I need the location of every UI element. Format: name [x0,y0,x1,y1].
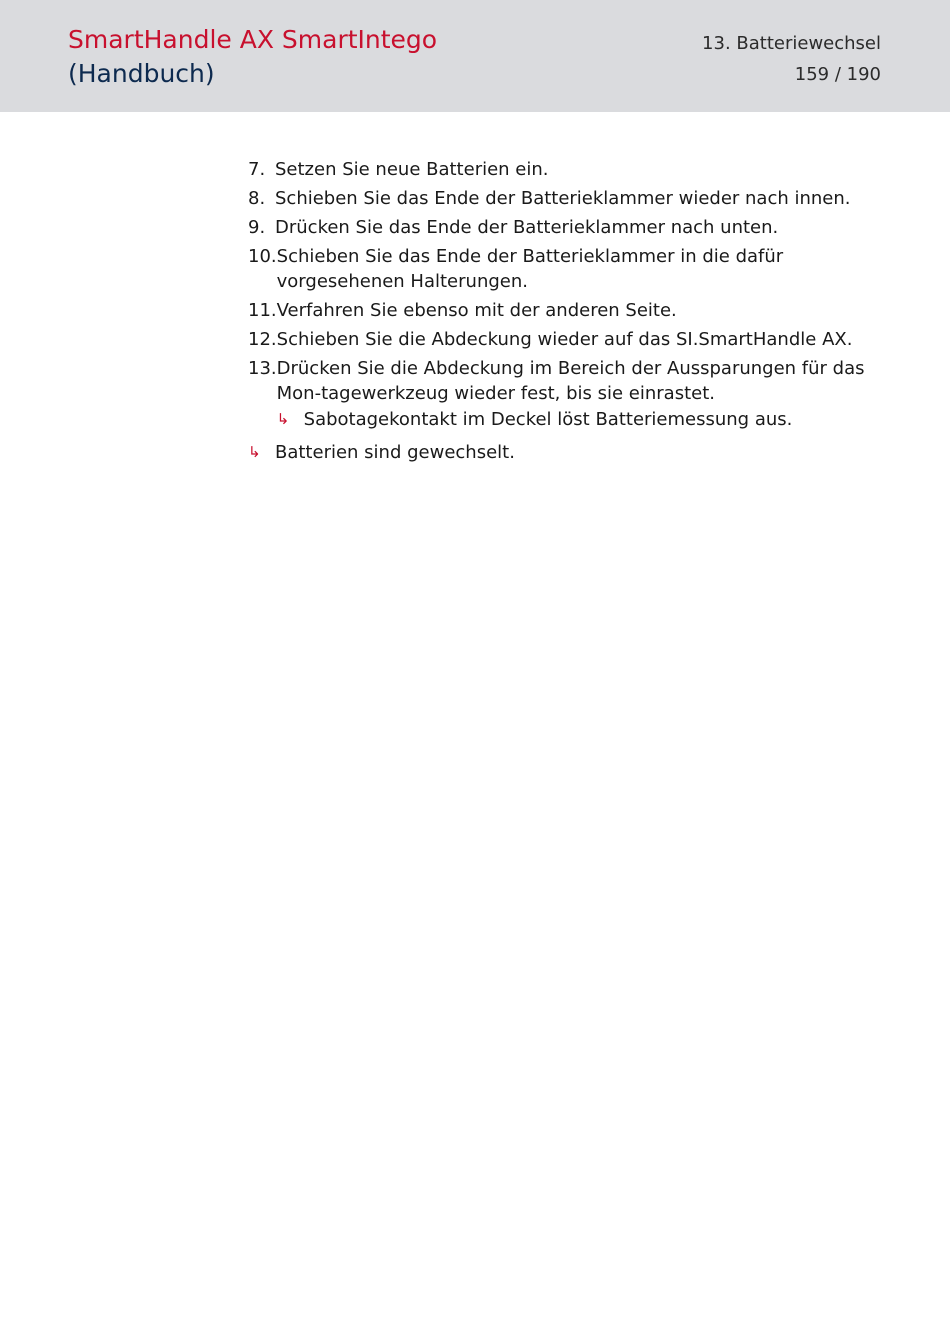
step-result-text: Sabotagekontakt im Deckel löst Batteriemessung aus. [303,409,793,430]
step-result [277,407,888,432]
step-7 [248,157,888,182]
step-9 [248,215,888,240]
step-number: 11. [248,300,277,321]
page-header [0,0,950,112]
step-number: 10. [248,246,277,267]
step-text: Drücken Sie die Abdeckung im Bereich der Aussparungen für das Mon-tagewerkzeug wieder fest, bis sie einrastet. [276,358,865,404]
chapter-info [702,28,881,90]
title-line-2: (Handbuch) [68,59,215,88]
document-title [68,23,437,91]
step-13 [248,356,888,436]
step-10 [248,244,888,294]
step-text: Verfahren Sie ebenso mit der anderen Seite. [276,300,677,321]
step-body [277,356,888,436]
step-text: Schieben Sie das Ende der Batterieklammer wieder nach innen. [275,188,851,209]
step-number: 8. [248,188,266,209]
result-arrow-icon: ↳ [276,410,290,428]
chapter-title: 13. Batteriewechsel [702,33,881,54]
final-result [248,440,888,465]
page-number: 159 / 190 [794,64,881,85]
instruction-list [248,157,888,469]
step-number: 12. [248,329,277,350]
title-line-1: SmartHandle AX SmartIntego [68,25,438,54]
step-8 [248,186,888,211]
step-text: Schieben Sie die Abdeckung wieder auf das SI.SmartHandle AX. [276,329,853,350]
step-number: 9. [248,217,266,238]
step-text: Drücken Sie das Ende der Batterieklammer nach unten. [275,217,779,238]
step-12 [248,327,888,352]
result-arrow-icon: ↳ [248,443,261,461]
step-11 [248,298,888,323]
step-number: 7. [248,159,266,180]
step-text: Schieben Sie das Ende der Batterieklammer in die dafür vorgesehenen Halterungen. [276,246,784,292]
step-number: 13. [248,358,277,379]
step-text: Setzen Sie neue Batterien ein. [275,159,549,180]
final-result-text: Batterien sind gewechselt. [275,442,515,463]
